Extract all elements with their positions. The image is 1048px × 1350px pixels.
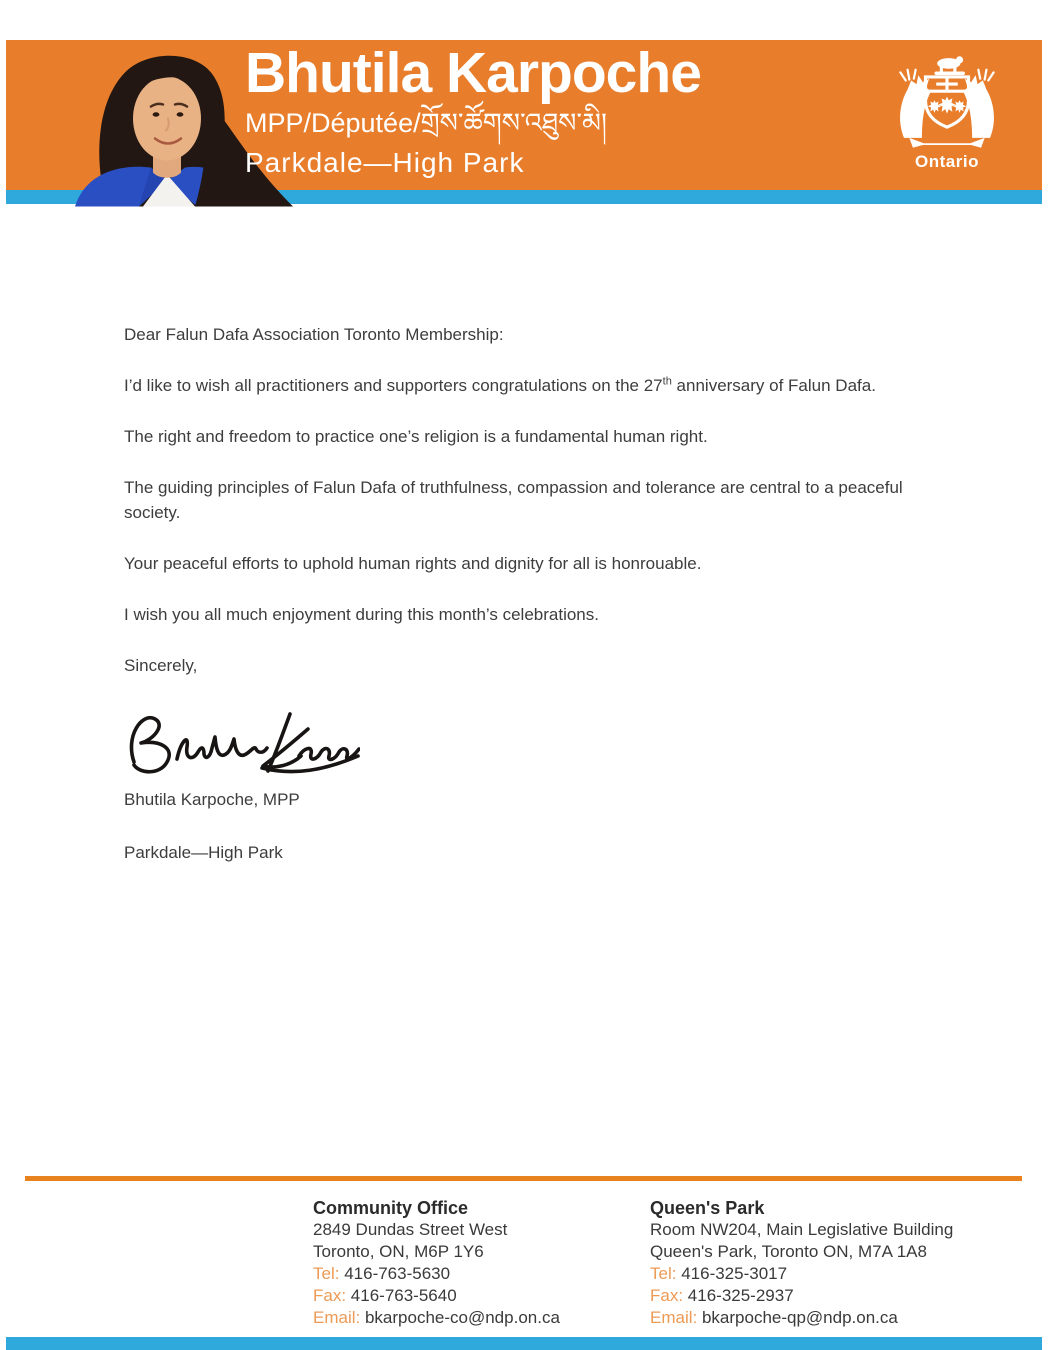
- closing: Sincerely,: [124, 656, 198, 675]
- mpp-riding: Parkdale—High Park: [245, 147, 525, 178]
- mpp-title: MPP/Députée/གྲོས་ཚོགས་འཐུས་མི།: [245, 108, 607, 138]
- tel-label: Tel:: [313, 1264, 340, 1283]
- paragraph-freedom: The right and freedom to practice one’s religion is a fundamental human right.: [124, 427, 708, 446]
- email-value: bkarpoche-qp@ndp.on.ca: [701, 1308, 898, 1327]
- community-office-heading: Community Office: [313, 1198, 469, 1218]
- community-office-tel: [313, 1263, 560, 1285]
- queens-park-address1: Room NW204, Main Legislative Building: [650, 1220, 954, 1239]
- tel-value: 416-325-3017: [681, 1264, 788, 1283]
- queens-park-heading: Queen's Park: [650, 1198, 765, 1218]
- fax-label: Fax:: [650, 1286, 684, 1305]
- fax-label: Fax:: [313, 1286, 347, 1305]
- community-office-address1: 2849 Dundas Street West: [313, 1220, 508, 1239]
- queens-park-tel: [650, 1263, 953, 1285]
- ontario-logo-label: Ontario: [915, 152, 979, 171]
- paragraph-principles: The guiding principles of Falun Dafa of truthfulness, compassion and tolerance are central to a peaceful society.: [124, 478, 903, 522]
- queens-park-office-block: [650, 1197, 953, 1329]
- letter-body: [124, 322, 929, 892]
- email-value: bkarpoche-co@ndp.on.ca: [364, 1308, 560, 1327]
- email-label: Email:: [650, 1308, 698, 1327]
- mpp-name: Bhutila Karpoche: [245, 41, 701, 105]
- paragraph-anniversary-tail: anniversary of Falun Dafa.: [671, 376, 876, 395]
- fax-value: 416-325-2937: [687, 1286, 794, 1305]
- fax-value: 416-763-5640: [350, 1286, 457, 1305]
- salutation: Dear Falun Dafa Association Toronto Membership:: [124, 325, 504, 344]
- community-office-address2: Toronto, ON, M6P 1Y6: [313, 1242, 484, 1261]
- community-office-block: [313, 1197, 560, 1329]
- paragraph-enjoyment: I wish you all much enjoyment during this month’s celebrations.: [124, 605, 599, 624]
- ontario-crest-icon: [884, 50, 1010, 154]
- signer-riding: Parkdale—High Park: [124, 843, 283, 862]
- community-office-fax: [313, 1285, 560, 1307]
- paragraph-anniversary-text: I’d like to wish all practitioners and supporters congratulations on the 27: [124, 376, 663, 395]
- ordinal-superscript: th: [662, 375, 672, 388]
- footer-blue-stripe: [6, 1337, 1042, 1350]
- email-label: Email:: [313, 1308, 361, 1327]
- footer-divider-line: [25, 1176, 1022, 1181]
- signer-name: Bhutila Karpoche, MPP: [124, 790, 300, 809]
- queens-park-fax: [650, 1285, 953, 1307]
- paragraph-efforts: Your peaceful efforts to uphold human rights and dignity for all is honrouable.: [124, 554, 702, 573]
- tel-value: 416-763-5630: [344, 1264, 451, 1283]
- header-text-block: [245, 41, 701, 178]
- handwritten-signature: [120, 704, 360, 782]
- ontario-coat-of-arms: [884, 50, 1010, 176]
- queens-park-address2: Queen's Park, Toronto ON, M7A 1A8: [650, 1242, 927, 1261]
- tel-label: Tel:: [650, 1264, 677, 1283]
- queens-park-email: [650, 1307, 953, 1329]
- paragraph-anniversary: [124, 373, 929, 398]
- community-office-email: [313, 1307, 560, 1329]
